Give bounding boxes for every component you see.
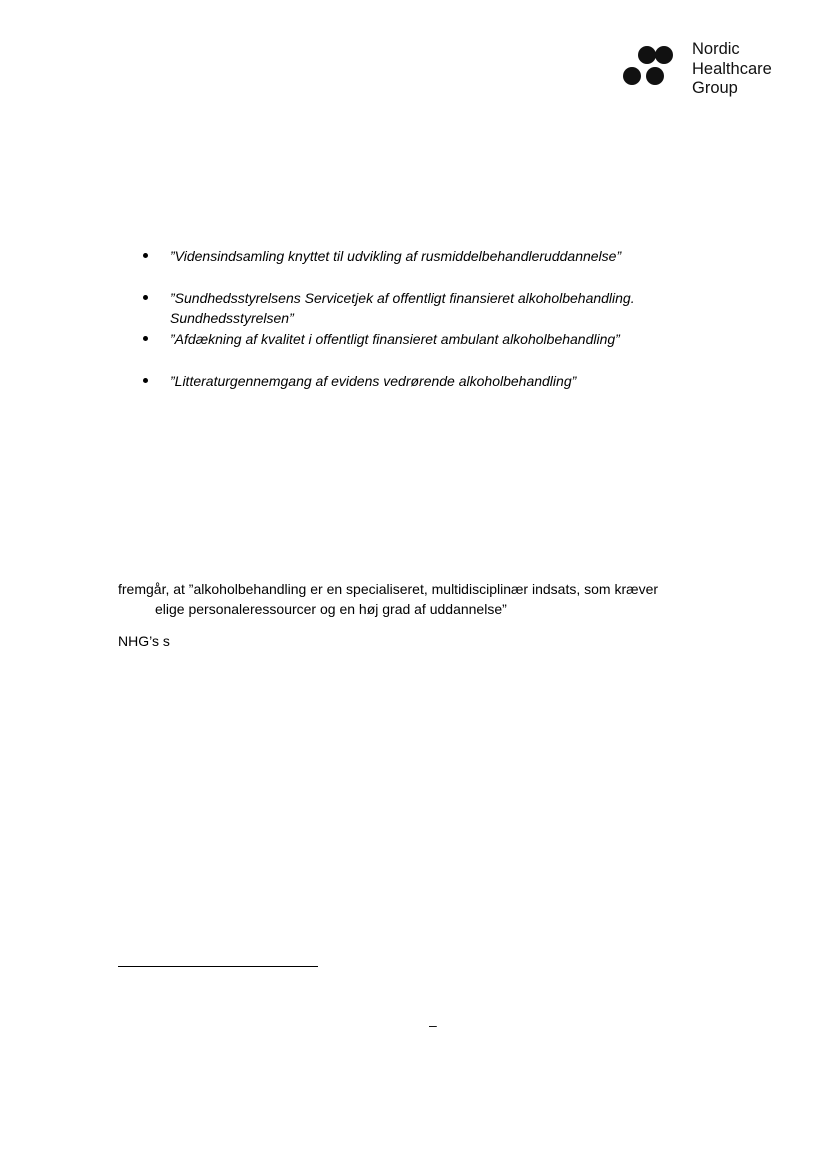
list-item-text [170,329,730,349]
nordic-healthcare-group-logo [623,40,798,98]
paragraph-line: fremgår, at ”alkoholbehandling er en specialiseret, multidisciplinær indsats, som kræver [118,581,659,597]
list-item-line: Sundhedsstyrelsen” [170,310,294,326]
list-item-line: ”Sundhedsstyrelsens Servicetjek af offentligt finansieret alkoholbehandling. [170,290,635,306]
list-item-line: ”Afdækning af kvalitet i offentligt finansieret ambulant alkoholbehandling” [170,331,620,347]
logo-line: Group [692,79,738,97]
bullet-icon [143,378,148,383]
logo-line: Healthcare [692,59,772,78]
list-item-line: ”Litteraturgennemgang af evidens vedrørende alkoholbehandling” [170,373,577,389]
logo-dots-icon [623,46,669,91]
list-item-line: ”Vidensindsamling knyttet til udvikling af rusmiddelbehandleruddannelse” [170,248,622,264]
list-item-text [170,246,730,266]
list-item-text [170,371,730,391]
page-footer-dash: – [429,1017,437,1033]
paragraph-fragment: NHG’s s [118,633,170,649]
bullet-icon [143,336,148,341]
footnote-separator [118,966,318,967]
bullet-icon [143,253,148,258]
bullet-icon [143,295,148,300]
logo-wordmark [692,40,772,99]
logo-line: Nordic [692,40,740,58]
paragraph-line: elige personaleressourcer og en høj grad af uddannelse” [155,601,507,617]
list-item-text [170,288,730,328]
